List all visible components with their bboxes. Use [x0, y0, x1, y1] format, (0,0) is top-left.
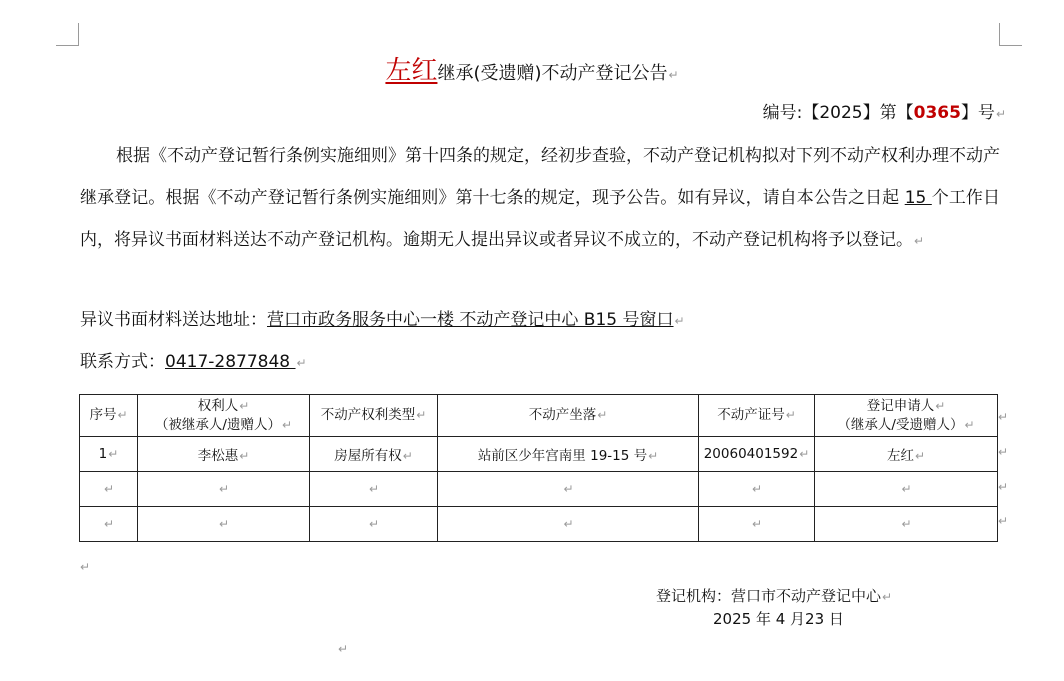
table-cell: ↵ [138, 472, 310, 507]
table-cell: ↵ [815, 472, 998, 507]
table-cell: ↵ [699, 507, 815, 542]
contact-phone: 0417-2877848 [165, 352, 296, 372]
header-cell: 不动产权利类型↵ [310, 395, 438, 437]
paragraph-mark-icon: ↵ [296, 356, 307, 370]
header-cell: 登记申请人↵ （继承人/受遗赠人）↵ [815, 395, 998, 437]
table-cell: ↵ [438, 472, 699, 507]
table-cell: 20060401592↵ [699, 437, 815, 472]
address-label: 异议书面材料送达地址： [80, 310, 267, 330]
table-cell: ↵ [80, 472, 138, 507]
registration-agency [656, 585, 892, 606]
body-part1: 根据《不动产登记暂行条例实施细则》第十四条的规定，经初步查验，不动产登记机构拟对下列不动产权利办理不动产继承登记。根据《不动产登记暂行条例实施细则》第十七条的规定，现予公告。如有异议，请自本公告之日起 [80, 146, 1000, 208]
contact-info [80, 347, 307, 372]
title-name: 左红 [385, 56, 438, 86]
doc-number [763, 98, 1006, 123]
row-end-mark-icon: ↵ [998, 445, 1009, 459]
table-cell: ↵ [138, 507, 310, 542]
body-part2: 个工作日内，将异议书面材料送达不动产登记机构。逾期无人提出异议或者异议不成立的，不动产登记机构将予以登记。 [80, 188, 1000, 250]
table-cell: 左红↵ [815, 437, 998, 472]
table-cell: ↵ [310, 507, 438, 542]
page-corner-top-right [999, 23, 1022, 46]
table-cell: 李松惠↵ [138, 437, 310, 472]
table-cell: 站前区少年宫南里 19-15 号↵ [438, 437, 699, 472]
address-value: 营口市政务服务中心一楼 不动产登记中心 B15 号窗口 [267, 310, 674, 330]
row-end-mark-icon: ↵ [998, 514, 1009, 528]
table-cell: ↵ [80, 507, 138, 542]
table-row [80, 507, 998, 542]
header-cell: 权利人↵ （被继承人/遗赠人）↵ [138, 395, 310, 437]
objection-days: 15 [904, 188, 932, 208]
header-cell: 不动产坐落↵ [438, 395, 699, 437]
table-cell: ↵ [438, 507, 699, 542]
objection-address [80, 305, 685, 330]
header-cell: 不动产证号↵ [699, 395, 815, 437]
table-cell: ↵ [815, 507, 998, 542]
paragraph-mark-icon: ↵ [882, 590, 893, 604]
paragraph-mark-icon: ↵ [674, 314, 685, 328]
table-header-row [80, 395, 998, 437]
paragraph-mark-icon: ↵ [80, 560, 91, 574]
table-cell: ↵ [699, 472, 815, 507]
table-row [80, 472, 998, 507]
table-cell: 1↵ [80, 437, 138, 472]
doc-number-value: 0365 [913, 103, 961, 123]
row-end-mark-icon: ↵ [998, 480, 1009, 494]
row-end-mark-icon: ↵ [998, 410, 1009, 424]
table-row [80, 437, 998, 472]
notice-title [0, 50, 1064, 87]
notice-date: 2025 年 4 月23 日 [713, 610, 844, 628]
table-cell: 房屋所有权↵ [310, 437, 438, 472]
agency-text: 登记机构：营口市不动产登记中心 [656, 587, 882, 605]
paragraph-mark-icon: ↵ [668, 68, 679, 82]
paragraph-mark-icon: ↵ [995, 107, 1006, 121]
header-cell: 序号↵ [80, 395, 138, 437]
paragraph-mark-icon: ↵ [914, 234, 925, 248]
property-table [79, 394, 998, 542]
title-rest: 继承(受遗赠)不动产登记公告 [437, 63, 668, 84]
table-cell: ↵ [310, 472, 438, 507]
doc-number-suffix: 】号 [960, 103, 995, 123]
contact-label: 联系方式： [80, 352, 165, 372]
page-corner-top-left [56, 23, 79, 46]
doc-number-prefix: 编号:【2025】第【 [762, 103, 914, 123]
notice-body [80, 135, 1000, 262]
paragraph-mark-icon: ↵ [338, 642, 349, 656]
